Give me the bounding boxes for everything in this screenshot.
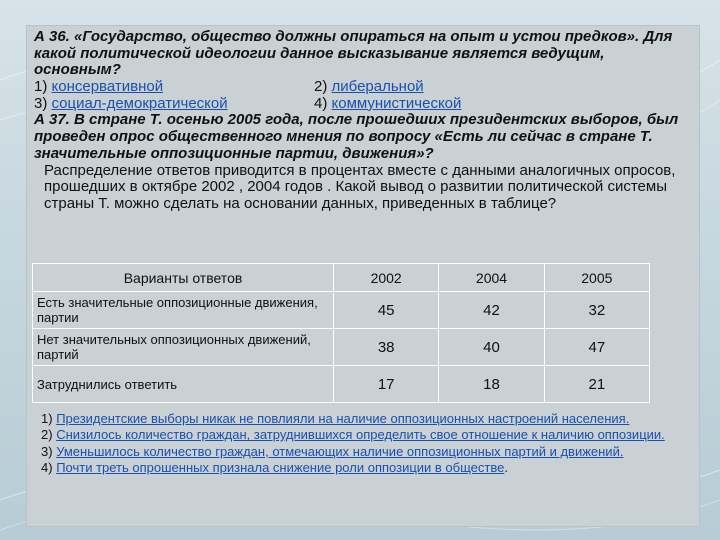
- answer-options: [41, 411, 691, 476]
- option-3: 3) социал-демократической: [34, 94, 228, 112]
- answer-item: 2) Снизилось количество граждан, затруднившихся определить свое отношение к наличию оппозиции.: [41, 427, 665, 443]
- cell-value: 32: [544, 292, 649, 329]
- option-1-link[interactable]: консервативной: [51, 78, 164, 96]
- slide-panel: [27, 26, 699, 526]
- answer-item: 1) Президентские выборы никак не повлияли на наличие оппозиционных настроений населения.: [41, 411, 630, 426]
- table-row: [33, 366, 650, 403]
- answer-item: 4) Почти треть опрошенных признала снижение роли оппозиции в обществе.: [41, 459, 508, 475]
- option-2-link[interactable]: либеральной: [331, 78, 424, 96]
- header-cell: Варианты ответов: [33, 264, 334, 292]
- cell-value: 47: [544, 329, 649, 366]
- cell-value: 21: [544, 366, 649, 403]
- row-label: Есть значительные оппозиционные движения, партии: [33, 292, 334, 329]
- cell-value: 18: [439, 366, 544, 403]
- option-4-link[interactable]: коммунистической: [331, 94, 462, 112]
- row-label: Нет значительных оппозиционных движений, партий: [33, 329, 334, 366]
- task37-body: Распределение ответов приводится в процентах вместе с данными аналогичных опросов, прошедших в октябре 2002 , 2004 годов . Какой вывод о развитии политической системы страны Т. можно сделать на основании данных, приведенных в таблице?: [44, 161, 676, 212]
- answer-3-link[interactable]: Уменьшилось количество граждан, отмечающих наличие оппозиционных партий и движений.: [56, 443, 624, 459]
- header-cell: 2005: [544, 264, 649, 292]
- option-3-link[interactable]: социал-демократической: [51, 94, 228, 112]
- answer-4-link[interactable]: Почти треть опрошенных признала снижение роли оппозиции в обществе: [56, 459, 505, 475]
- cell-value: 17: [334, 366, 439, 403]
- question-text: [34, 29, 694, 213]
- header-cell: 2002: [334, 264, 439, 292]
- table-row: [33, 329, 650, 366]
- row-label: Затруднились ответить: [33, 366, 334, 403]
- option-2: 2) либеральной: [314, 78, 424, 96]
- table-header-row: [33, 264, 650, 292]
- table-row: [33, 292, 650, 329]
- task37-title: А 37. В стране Т. осенью 2005 года, после прошедших президентских выборов, был проведен опрос общественного мнения по вопросу «Есть ли сейчас в стране Т. значительные оппозиционные партии, движения»?: [34, 111, 679, 162]
- option-1: 1) консервативной: [34, 78, 164, 96]
- task36-title: А 36. «Государство, общество должны опираться на опыт и устои предков». Для какой политической идеологии данное высказывание является ведущим, основным?: [34, 28, 673, 79]
- cell-value: 45: [334, 292, 439, 329]
- option-4: 4) коммунистической: [314, 94, 462, 112]
- answer-1-link[interactable]: Президентские выборы никак не повлияли на наличие оппозиционных настроений населения.: [56, 411, 630, 426]
- task36-options-row-2: [34, 96, 694, 113]
- cell-value: 42: [439, 292, 544, 329]
- cell-value: 38: [334, 329, 439, 366]
- answer-2-link[interactable]: Снизилось количество граждан, затруднившихся определить свое отношение к наличию оппозиции.: [56, 427, 665, 443]
- poll-table: [32, 263, 650, 403]
- task36-options-row-1: [34, 79, 694, 96]
- header-cell: 2004: [439, 264, 544, 292]
- cell-value: 40: [439, 329, 544, 366]
- answer-item: 3) Уменьшилось количество граждан, отмечающих наличие оппозиционных партий и движений.: [41, 443, 624, 459]
